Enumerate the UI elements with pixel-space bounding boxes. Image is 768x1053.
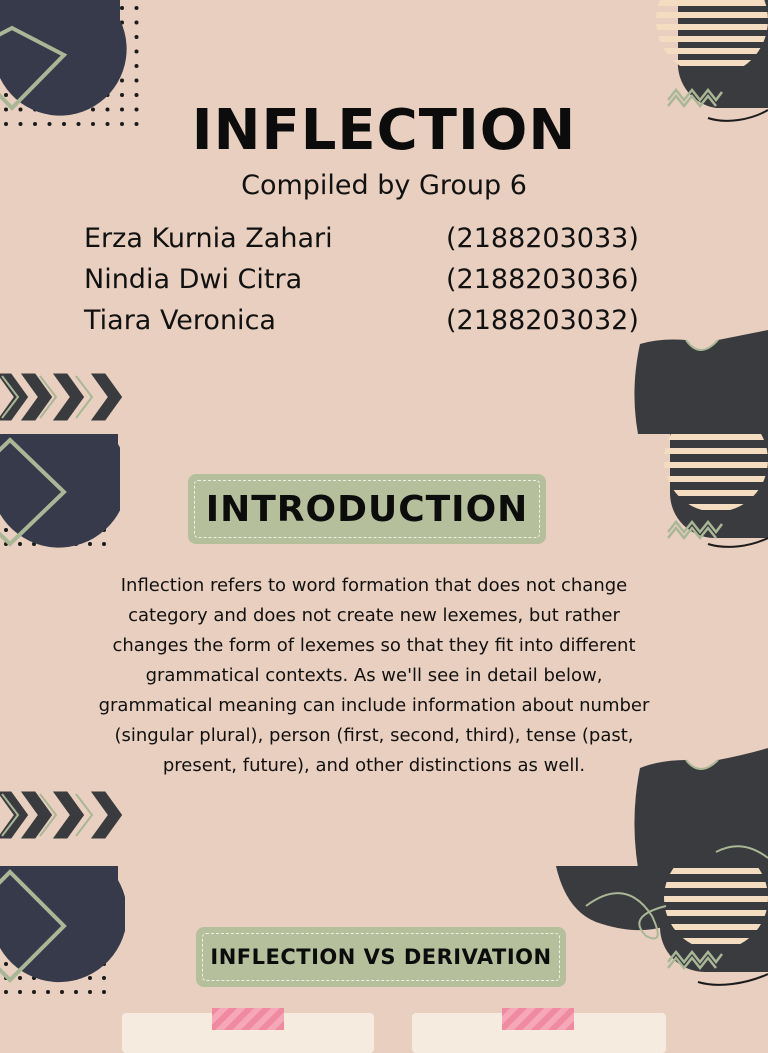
- bottom-right-decoration: [556, 866, 768, 996]
- introduction-heading: INTRODUCTION: [205, 488, 529, 530]
- left-chevrons-decoration-2: [0, 786, 130, 844]
- member-id: (2188203036): [446, 264, 639, 295]
- member-id: (2188203033): [446, 223, 639, 254]
- member-name: Nindia Dwi Citra: [84, 264, 303, 295]
- tape-left: [212, 1008, 284, 1030]
- right-middle-decoration: [656, 434, 768, 552]
- bottom-left-decoration: [0, 866, 125, 1006]
- page-title: INFLECTION: [191, 98, 577, 163]
- left-chevrons-decoration: [0, 368, 130, 426]
- introduction-body: Inflection refers to word formation that does not change category and does not create new lexemes, but rather changes the form of lexemes so that they fit into different grammatical contexts. As we'll see in detail below, grammatical meaning can include information about number (singular plural), person (first, second, third), tense (past, present, future), and other distinctions as well.: [98, 575, 650, 776]
- inflection-vs-derivation-heading: INFLECTION VS DERIVATION: [210, 945, 552, 969]
- tape-right: [502, 1008, 574, 1030]
- subtitle: Compiled by Group 6: [241, 170, 527, 201]
- inflection-vs-derivation-heading-box: [198, 929, 564, 985]
- right-dark-shape-1: [630, 330, 768, 434]
- member-id: (2188203032): [446, 305, 639, 336]
- middle-left-decoration: [0, 434, 120, 559]
- member-name: Erza Kurnia Zahari: [84, 223, 333, 254]
- introduction-heading-box: [190, 476, 544, 542]
- member-name: Tiara Veronica: [84, 305, 276, 336]
